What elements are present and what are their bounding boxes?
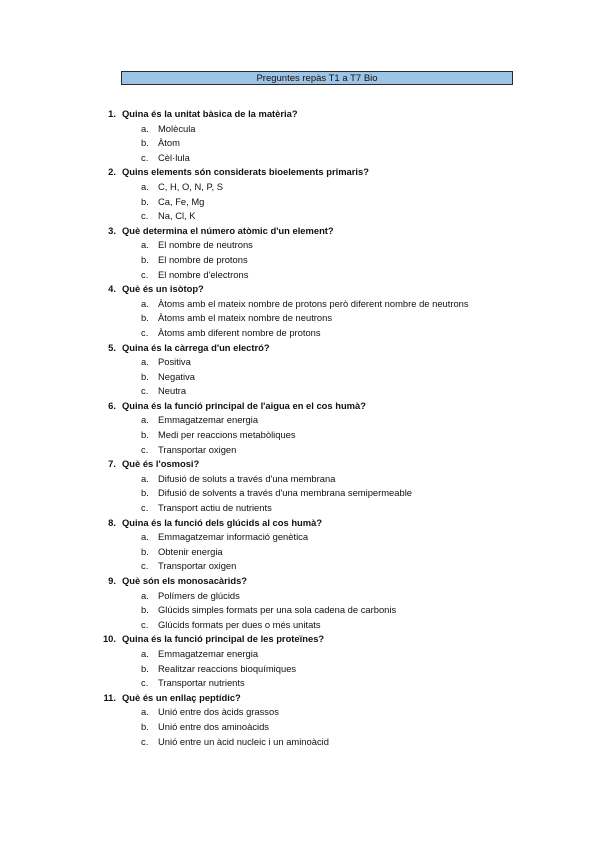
option-letter: c. [141, 268, 149, 280]
question-heading [0, 632, 600, 647]
option-letter: c. [141, 560, 149, 572]
answer-option [0, 676, 600, 691]
option-letter: b. [141, 370, 149, 382]
answer-option [0, 472, 600, 487]
option-letter: a. [141, 180, 149, 192]
question-10 [0, 632, 600, 690]
question-3 [0, 224, 600, 282]
option-text: Unió entre dos aminoàcids [158, 720, 269, 732]
answer-option [0, 311, 600, 326]
question-text: Quins elements són considerats bioelements primaris? [122, 166, 369, 178]
option-letter: b. [141, 429, 149, 441]
question-number: 8. [108, 516, 116, 528]
question-11 [0, 691, 600, 749]
question-1 [0, 107, 600, 165]
option-letter: a. [141, 414, 149, 426]
document-title: Preguntes repàs T1 a T7 Bio [121, 71, 513, 85]
option-text: Difusió de soluts a través d'una membrana [158, 472, 336, 484]
option-text: Transportar oxigen [158, 560, 237, 572]
option-letter: b. [141, 137, 149, 149]
question-text: Què és un enllaç peptídic? [122, 691, 241, 703]
option-letter: c. [141, 151, 149, 163]
answer-option [0, 151, 600, 166]
question-number: 1. [108, 108, 116, 119]
answer-option [0, 253, 600, 268]
option-text: Difusió de solvents a través d'una membrana semipermeable [158, 487, 412, 499]
question-8 [0, 516, 600, 574]
option-letter: a. [141, 531, 149, 543]
question-heading [0, 457, 600, 472]
question-number: 4. [108, 283, 116, 295]
option-letter: a. [141, 122, 149, 134]
answer-option [0, 559, 600, 574]
answer-option [0, 545, 600, 560]
question-number: 5. [108, 341, 116, 353]
option-text: Negativa [158, 370, 196, 382]
option-text: Transportar oxigen [158, 443, 237, 455]
question-5 [0, 341, 600, 399]
option-text: Emmagatzemar energia [158, 647, 259, 659]
answer-option [0, 209, 600, 224]
option-text: Àtoms amb el mateix nombre de neutrons [158, 312, 333, 324]
option-letter: b. [141, 545, 149, 557]
option-text: Polímers de glúcids [158, 589, 240, 601]
option-letter: b. [141, 253, 149, 265]
option-letter: a. [141, 706, 149, 718]
question-text: Quina és la funció dels glúcids al cos humà? [122, 516, 323, 528]
option-letter: c. [141, 677, 149, 689]
answer-option [0, 647, 600, 662]
option-letter: c. [141, 326, 149, 338]
question-number: 7. [108, 458, 116, 470]
option-text: Medi per reaccions metabòliques [158, 429, 296, 441]
option-letter: c. [141, 735, 149, 747]
option-text: El nombre de protons [158, 253, 248, 265]
question-text: Què són els monosacàrids? [122, 575, 248, 586]
option-text: Àtom [158, 137, 180, 149]
question-text: Quina és la càrrega d'un electró? [122, 341, 270, 353]
question-2 [0, 165, 600, 223]
option-text: Unió entre dos àcids grassos [158, 706, 279, 718]
answer-option [0, 443, 600, 458]
option-text: Transport actiu de nutrients [158, 502, 272, 514]
question-text: Què és un isòtop? [122, 283, 204, 295]
question-heading [0, 224, 600, 239]
answer-option [0, 355, 600, 370]
option-text: Obtenir energia [158, 545, 223, 557]
option-text: Na, Cl, K [158, 210, 196, 222]
option-letter: a. [141, 356, 149, 368]
option-letter: b. [141, 312, 149, 324]
question-heading [0, 165, 600, 180]
question-heading [0, 399, 600, 414]
question-number: 11. [103, 691, 116, 703]
answer-option [0, 589, 600, 604]
question-text: Què determina el número atòmic d'un element? [122, 224, 334, 236]
option-text: Positiva [158, 356, 191, 368]
option-text: Molècula [158, 122, 196, 134]
option-text: Àtoms amb diferent nombre de protons [158, 326, 321, 338]
question-text: Quina és la unitat bàsica de la matèria? [122, 108, 298, 119]
option-letter: a. [141, 297, 149, 309]
option-text: Emmagatzemar energia [158, 414, 259, 426]
option-text: Glúcids simples formats per una sola cadena de carbonis [158, 604, 397, 616]
answer-option [0, 268, 600, 283]
question-list [0, 107, 600, 749]
question-number: 2. [108, 166, 116, 178]
option-text: El nombre de neutrons [158, 239, 253, 251]
option-text: Transportar nutrients [158, 677, 245, 689]
option-letter: a. [141, 647, 149, 659]
option-text: Realitzar reaccions bioquímiques [158, 662, 297, 674]
option-letter: c. [141, 618, 149, 630]
option-text: Glúcids formats per dues o més unitats [158, 618, 321, 630]
option-letter: c. [141, 210, 149, 222]
option-letter: b. [141, 487, 149, 499]
answer-option [0, 530, 600, 545]
answer-option [0, 384, 600, 399]
question-heading [0, 282, 600, 297]
answer-option [0, 238, 600, 253]
option-text: C, H, O, N, P, S [158, 180, 223, 192]
question-4 [0, 282, 600, 340]
question-text: Quina és la funció principal de les proteïnes? [122, 633, 325, 645]
question-7 [0, 457, 600, 515]
option-letter: c. [141, 443, 149, 455]
option-letter: b. [141, 662, 149, 674]
option-text: Emmagatzemar informació genètica [158, 531, 309, 543]
option-letter: b. [141, 604, 149, 616]
answer-option [0, 720, 600, 735]
question-number: 3. [108, 224, 116, 236]
question-number: 6. [108, 399, 116, 411]
question-heading [0, 516, 600, 531]
answer-option [0, 195, 600, 210]
answer-option [0, 428, 600, 443]
answer-option [0, 501, 600, 516]
option-letter: c. [141, 385, 149, 397]
answer-option [0, 705, 600, 720]
option-letter: a. [141, 589, 149, 601]
answer-option [0, 413, 600, 428]
answer-option [0, 122, 600, 137]
option-text: El nombre d'electrons [158, 268, 249, 280]
option-text: Ca, Fe, Mg [158, 195, 205, 207]
question-heading [0, 107, 600, 122]
answer-option [0, 136, 600, 151]
answer-option [0, 180, 600, 195]
answer-option [0, 370, 600, 385]
question-text: Què és l'osmosi? [122, 458, 200, 470]
option-text: Àtoms amb el mateix nombre de protons però diferent nombre de neutrons [158, 297, 469, 309]
option-text: Neutra [158, 385, 187, 397]
answer-option [0, 618, 600, 633]
question-text: Quina és la funció principal de l'aigua en el cos humà? [122, 399, 366, 411]
question-number: 9. [108, 575, 116, 586]
option-letter: c. [141, 502, 149, 514]
question-6 [0, 399, 600, 457]
answer-option [0, 326, 600, 341]
option-letter: a. [141, 472, 149, 484]
answer-option [0, 662, 600, 677]
option-letter: b. [141, 720, 149, 732]
question-heading [0, 574, 600, 589]
answer-option [0, 297, 600, 312]
option-letter: b. [141, 195, 149, 207]
question-9 [0, 574, 600, 632]
option-letter: a. [141, 239, 149, 251]
answer-option [0, 603, 600, 618]
question-heading [0, 691, 600, 706]
answer-option [0, 735, 600, 750]
answer-option [0, 486, 600, 501]
option-text: Cèl·lula [158, 151, 190, 163]
question-heading [0, 341, 600, 356]
option-text: Unió entre un àcid nucleic i un aminoàcid [158, 735, 329, 747]
question-number: 10. [102, 633, 116, 645]
